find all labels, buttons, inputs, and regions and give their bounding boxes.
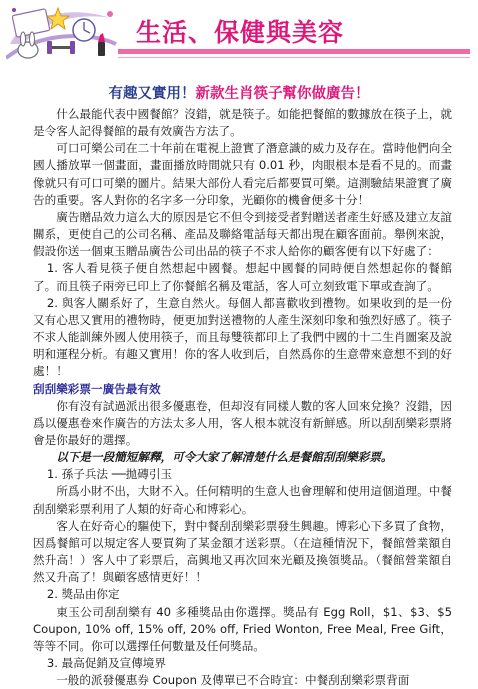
paragraph-coca-cola: 可口可樂公司在二十年前在電視上證實了潛意識的威力及存在。當時他們向全國人播放單一個畫面，畫面播放時間就只有 0.01 秒，肉眼根本是看不見的。而畫像就只有可口可樂的圖片。結果大部份人看完后都要買可樂。這測驗結果證實了廣告的重要。客人對你的名字多一分印象，光顧你的機會便多十分！: [33, 141, 452, 207]
paragraph-promotion: 一般的派發優惠券 Coupon 及傳單已不合時宜：中餐刮刮樂彩票背面: [56, 673, 410, 688]
article-headline: [0, 82, 478, 103]
list-item-benefit-1: 1. 客人看見筷子便自然想起中國餐。想起中國餐的同時便自然想起你的餐館了。而且筷子兩旁已印上了你餐館名稱及電話，客人可立刻致電下單或查詢了。: [33, 261, 452, 293]
headline-main: 新款生肖筷子幫你做廣告！: [195, 86, 370, 102]
paragraph-curiosity: 客人在好奇心的驅使下，對中餐刮刮樂彩票發生興趣。博彩心下多買了食物，因爲餐館可以規定客人要買夠了某金額才送彩票。（在這種情況下，餐館營業額自然升高！）客人中了彩票后，高興地又再次回來光顧及換領獎品。（餐館營業額自然又升高了！與顧客感情更好！！: [33, 518, 452, 585]
list-heading-promotion: 3. 最高促銷及宣傳境界: [46, 656, 166, 670]
paragraph-intro: 什么最能代表中國餐館？沒錯，就是筷子。如能把餐館的數據放在筷子上，就是令客人記得餐館的最有效廣告方法了。: [33, 107, 452, 139]
list-heading-sunzi: 1. 孫子兵法 ──拋磚引玉: [46, 467, 173, 482]
list-heading-prizes: 2. 獎品由你定: [46, 587, 120, 602]
list-item-benefit-2: 2. 與客人關系好了，生意自然火。每個人都喜歡收到禮物。如果收到的是一份又有心思又實用的禮物時，便更加對送禮物的人產生深刻印象和強烈好感了。筷子不求人能訓練外國人使用筷子，而且每雙筷都印上了我們中國的十二生肖圖案及說明和運程分析。有趣又實用！你的客人收到后，自然爲你的生意帶來意想不到的好處！！: [33, 295, 452, 379]
paragraph-explanation-lead: 以下是一段簡短解釋，可令大家了解清楚什么是餐館刮刮樂彩票。: [56, 450, 393, 465]
paragraph-prizes: 東玉公司刮刮樂有 40 多種獎品由你選擇。獎品有 Egg Roll，$1、$3、$5 Coupon, 10% off, 15% off, 20% off, Fried Wonton, Free Meal, Free Gift，等等不同。你可以選擇任何數量及任何獎品。: [33, 604, 452, 653]
section-title: 生活、保健與美容: [136, 18, 345, 47]
subheading-scratch-lottery: 刮刮樂彩票一廣告最有效: [33, 381, 161, 396]
paragraph-gift-effect: 廣告贈品效力這么大的原因是它不但令到接受者對贈送者產生好感及建立友誼關系，更使自己的公司名稱、產品及聯絡電話每天都出現在顧客面前。舉例來說，假設你送一個東玉贈品廣告公司出品的筷子不求人給你的顧客便有以下好處了：: [33, 209, 452, 259]
lifestyle-collage-decoration: [6, 4, 118, 66]
paragraph-sunzi: 所爲小財不出，大財不入。任何精明的生意人也會理解和使用這個道理。中餐刮刮樂彩票利用了人類的好奇心和博彩心。: [33, 484, 452, 516]
section-header: [0, 0, 478, 80]
paragraph-coupon: 你有沒有試過派出很多優惠卷，但却沒有同樣人數的客人回來兌換？沒錯，因爲以優惠卷來作廣告的方法太多人用，客人根本就沒有新鮮感。所以刮刮樂彩票將會是你最好的選擇。: [33, 398, 452, 447]
header-divider: [118, 49, 470, 54]
article-body: [33, 106, 452, 689]
headline-kicker: 有趣又實用！: [108, 86, 196, 102]
header-divider-thin: [118, 57, 470, 58]
